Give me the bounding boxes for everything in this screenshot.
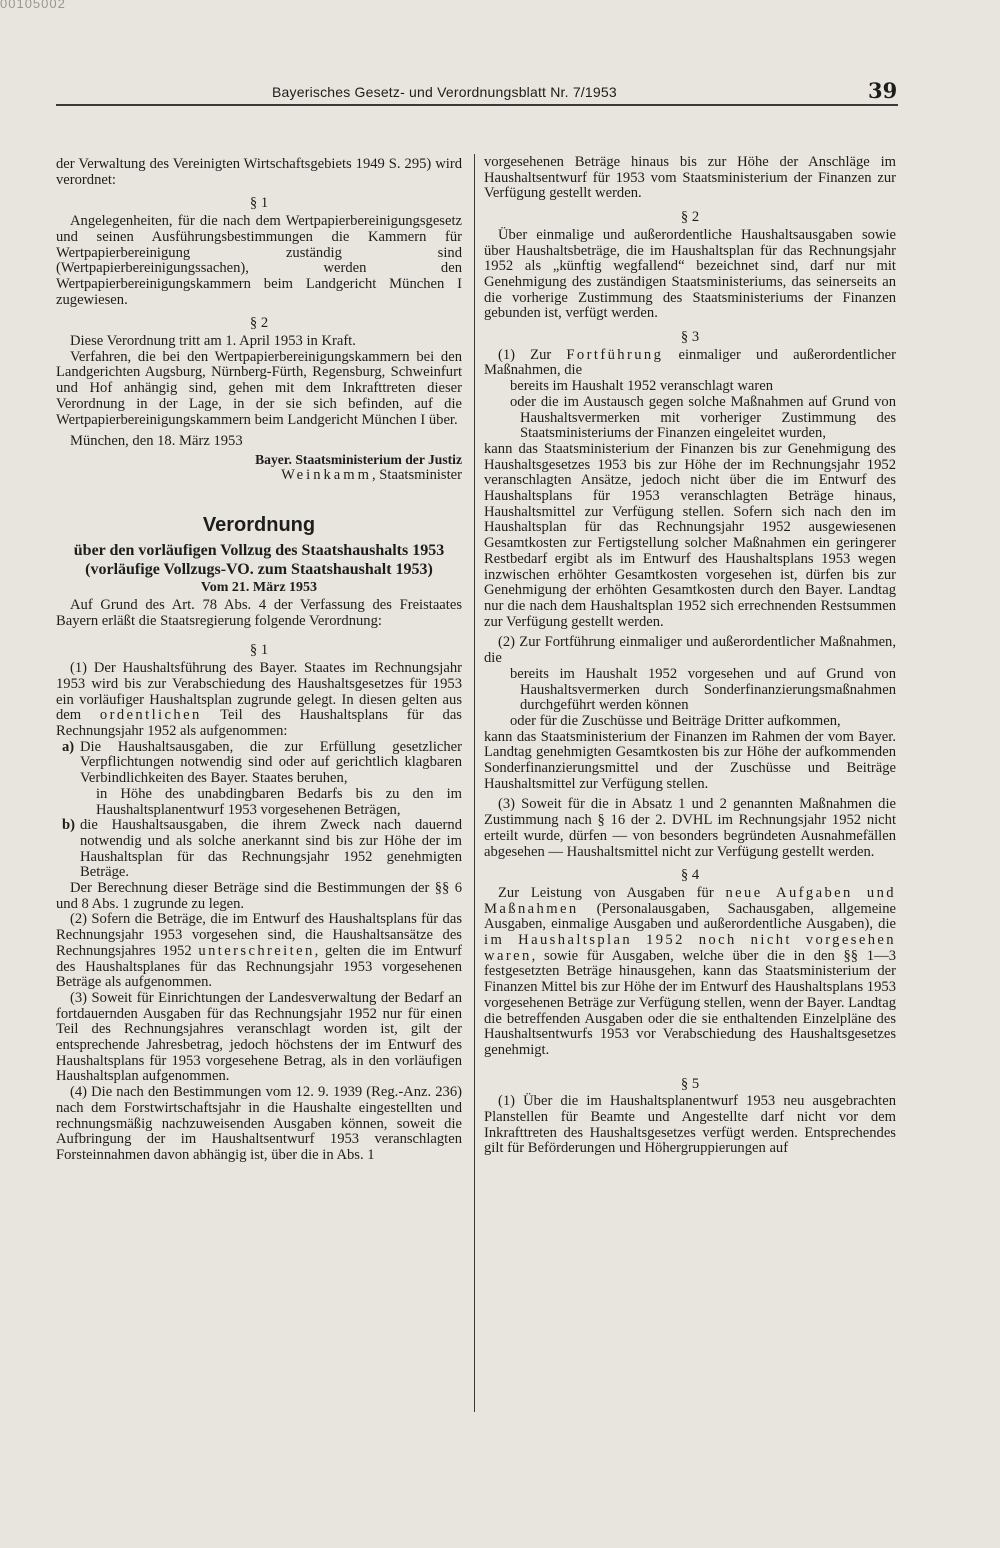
list-item: a) Die Haushaltsausgaben, die zur Erfüllung gesetzlicher Verpflichtungen notwendig sind oder auf gerichtlich klagbaren Verbindlichkeiten des Bayer. Staates beruhen, <box>62 738 462 787</box>
spaced-emphasis: Fortführung <box>566 346 664 363</box>
regulation-title: Verordnung <box>202 514 316 537</box>
spaced-emphasis: unterschreiten <box>198 942 315 959</box>
paragraph: Auf Grund des Art. 78 Abs. 4 der Verfassung des Freistaates Bayern erläßt die Staatsregierung folgende Verordnung: <box>56 597 462 629</box>
paragraph: (3) Soweit für die in Absatz 1 und 2 genannten Maßnahmen die Zustimmung nach § 16 der 2. DVHL im Rechnungsjahr 1952 nicht erteilt wurde, dürfen — von besonders begründeten Ausnahmefällen abgesehen — Haushaltsmittel nicht zur Verfügung gestellt werden. <box>484 796 896 860</box>
regulation-subtitle: über den vorläufigen Vollzug des Staatshaushalts 1953 (vorläufige Vollzugs-VO. zum Staatshaushalt 1953) <box>73 542 445 579</box>
paragraph: kann das Staatsministerium der Finanzen bis zur Genehmigung des Haushaltsgesetzes 1953 bis zur Höhe der im Rechnungsjahr 1952 veranschlagten Ansätze, jedoch nicht über die im Entwurf des Haushaltsplans für 1953 veranschlagten Beträge hinaus, Haushaltsmittel zur Verfügung stellen. Sofern sich nach den im Haushaltsplan für das Rechnungsjahr 1952 ausgewiesenen Gesamtkosten zur Fertigstellung solcher Maßnahmen ein geringerer Restbedarf ergibt als im Entwurf des Haushaltsplans 1953 wegen inzwischen erhöhter Gesamtkosten vorgesehen ist, dürfen bis zur Genehmigung der erhöhten Gesamtkosten durch den Bayer. Landtag nur die nach dem Haushaltsplan 1952 sich errechnenden Restsummen zur Verfügung gestellt werden. <box>484 440 896 630</box>
signature-name <box>56 468 462 484</box>
paragraph: Zur Leistung von Ausgaben für neue Aufgaben und Maßnahmen (Personalausgaben, Sachausgaben, allgemeine Ausgaben, einmalige Ausgaben und außerordentliche Ausgaben), die im Haushaltsplan 1952 noch nicht vorgesehen waren, sowie für Ausgaben, welche über die in den §§ 1—3 festgesetzten Beträge hinausgehen, kann das Staatsministerium der Finanzen Mittel bis zur Höhe der im Entwurf des Haushaltsplans 1953 vorgesehenen Beträge zur Verfügung stellen, wenn der Bayer. Landtag die betreffenden Ausgaben oder die sie enthaltenden Einzelpläne des Haushaltsentwurfs 1953 vor Verabschiedung des Haushaltsgesetzes genehmigt. <box>484 884 897 1058</box>
section-heading: § 4 <box>680 867 700 884</box>
paragraph: Der Berechnung dieser Beträge sind die Bestimmungen der §§ 6 und 8 Abs. 1 zugrunde zu legen. <box>56 880 462 912</box>
signature-place-date: München, den 18. März 1953 <box>70 433 243 450</box>
spaced-emphasis: im Haushaltsplan 1952 noch nicht vorgesehen waren <box>484 932 896 964</box>
list-subitem: bereits im Haushalt 1952 veranschlagt waren <box>510 378 774 395</box>
minister-name: Weinkamm <box>281 466 372 483</box>
list-subitem: oder die im Austausch gegen solche Maßnahmen auf Grund von Haushaltsvermerken mit vorheriger Zustimmung des Staatsministeriums der Finanzen eingeleitet wurden, <box>510 393 896 442</box>
spaced-emphasis: neue Aufgaben und Maßnahmen <box>484 884 897 917</box>
header-rule <box>56 104 898 106</box>
paragraph: (3) Soweit für Einrichtungen der Landesverwaltung der Bedarf an fortdauernden Ausgaben für das Rechnungsjahr 1952 nur für einen Teil des Rechnungsjahres veranschlagt worden ist, gilt der entsprechende Jahresbetrag, jedoch höchstens der im Entwurf des Haushaltsplans für 1953 vorgesehene Betrag, als in den vorläufigen Haushaltsplan aufgenommen. <box>56 989 462 1085</box>
list-item: b) die Haushaltsausgaben, die ihrem Zweck nach dauernd notwendig und als solche anerkannt sind bis zur Höhe der im Haushaltsplan für das Rechnungsjahr 1952 genehmigten Beträge. <box>62 817 462 881</box>
list-marker: b) <box>62 817 75 834</box>
paragraph: (1) Über die im Haushaltsplanentwurf 1953 neu ausgebrachten Planstellen für Beamte und Angestellte darf nicht vor dem Inkrafttreten des Haushaltsgesetzes verfügt werden. Entsprechendes gilt für Beförderungen und Höhergruppierungen auf <box>484 1093 896 1157</box>
section-heading: § 5 <box>680 1075 700 1092</box>
paragraph: Verfahren, die bei den Wertpapierbereinigungskammern bei den Landgerichten Augsburg, Nürnberg-Fürth, Regensburg, Schweinfurt und Hof anhängig sind, gehen mit dem Inkrafttreten dieser Verordnung in der Lage, in der sie sich befinden, auf die Wertpapierbereinigungskammern beim Landgericht München I über. <box>56 348 462 428</box>
left-column <box>56 157 462 1164</box>
list-subitem: oder für die Zuschüsse und Beiträge Dritter aufkommen, <box>510 712 841 729</box>
column-divider <box>474 154 475 1412</box>
paragraph: Angelegenheiten, für die nach dem Wertpapierbereinigungsgesetz und seinen Ausführungsbestimmungen die Kammern für Wertpapierbereinigung zuständig sind (Wertpapierbereinigungssachen), werden den Wertpapierbereinigungskammern beim Landgericht München I zugewiesen. <box>56 213 462 308</box>
intro-text: der Verwaltung des Vereinigten Wirtschaftsgebiets 1949 S. 295) wird verordnet: <box>56 156 462 188</box>
minister-role: , Staatsminister <box>372 466 462 483</box>
journal-header-title: Bayerisches Gesetz- und Verordnungsblatt Nr. 7/1953 <box>272 84 617 100</box>
section-heading: § 3 <box>680 329 700 346</box>
list-marker: a) <box>62 738 75 755</box>
list-subitem: in Höhe des unabdingbaren Bedarfs bis zu den im Haushaltsplanentwurf 1953 vorgesehenen Beträgen, <box>96 785 462 818</box>
section-heading: § 2 <box>680 209 700 226</box>
continued-text: vorgesehenen Beträge hinaus bis zur Höhe der Anschläge im Haushaltsentwurf für 1953 vom Staatsministerium der Finanzen zur Verfügung gestellt werden. <box>484 154 896 202</box>
paragraph: (4) Die nach den Bestimmungen vom 12. 9. 1939 (Reg.-Anz. 236) nach dem Forstwirtschaftsjahr in die Haushalte eingestellten und rechnungsmäßig nachzuweisenden Ausgaben können, soweit die Aufbringung der im Haushaltsentwurf 1953 veranschlagten Forsteinnahmen davon abhängig ist, über die in Abs. 1 <box>56 1084 462 1163</box>
paragraph: Diese Verordnung tritt am 1. April 1953 in Kraft. <box>70 333 356 350</box>
section-heading: § 1 <box>249 642 269 659</box>
list-subitem: bereits im Haushalt 1952 vorgesehen und auf Grund von Haushaltsvermerken durch Sonderfinanzierungsmaßnahmen durchgeführt werden können <box>510 665 896 714</box>
right-column <box>484 155 896 1157</box>
archive-stamp: 00105002 <box>0 0 66 11</box>
regulation-date: Vom 21. März 1953 <box>200 580 318 596</box>
page-number: 39 <box>868 78 898 103</box>
paragraph: (2) Zur Fortführung einmaliger und außerordentlicher Maßnahmen, die <box>484 634 896 667</box>
section-heading: § 1 <box>249 195 269 212</box>
paragraph: Über einmalige und außerordentliche Haushaltsausgaben sowie über Haushaltsbeträge, die im Haushaltsplan für das Rechnungsjahr 1952 als „künftig wegfallend“ bezeichnet sind, darf nur mit Genehmigung des zuständigen Staatsministeriums, das seinerseits an die vorherige Zustimmung des Staatsministeriums der Finanzen gebunden ist, verfügt werden. <box>484 226 896 322</box>
paragraph: (2) Sofern die Beträge, die im Entwurf des Haushaltsplans für das Rechnungsjahr 1953 vorgesehen sind, die Haushaltsansätze des Rechnungsjahres 1952 unterschreiten, gelten die im Entwurf des Haushaltsplanes für das Rechnungsjahr 1953 vorgesehenen Beträge als aufgenommen. <box>56 911 462 991</box>
paragraph: (1) Der Haushaltsführung des Bayer. Staates im Rechnungsjahr 1953 wird bis zur Verabschiedung des Haushaltsgesetzes für 1953 ein vorläufiger Haushaltsplan zugrunde gelegt. In diesen gelten aus dem ordentlichen Teil des Haushaltsplans für das Rechnungsjahr 1952 als aufgenommen: <box>56 660 462 739</box>
paragraph: kann das Staatsministerium der Finanzen im Rahmen der vom Bayer. Landtag genehmigten Gesamtkosten bis zur Höhe der aufkommenden Sonderfinanzierungsmittel und der Zuschüsse und Beiträge Haushaltsmittel zur Verfügung stellen. <box>484 728 896 792</box>
paragraph: (1) Zur Fortführung einmaliger und außerordentlicher Maßnahmen, die <box>484 346 896 379</box>
spaced-emphasis: ordentlichen <box>99 707 202 724</box>
section-heading: § 2 <box>249 315 269 332</box>
signature-authority: Bayer. Staatsministerium der Justiz <box>255 451 462 467</box>
